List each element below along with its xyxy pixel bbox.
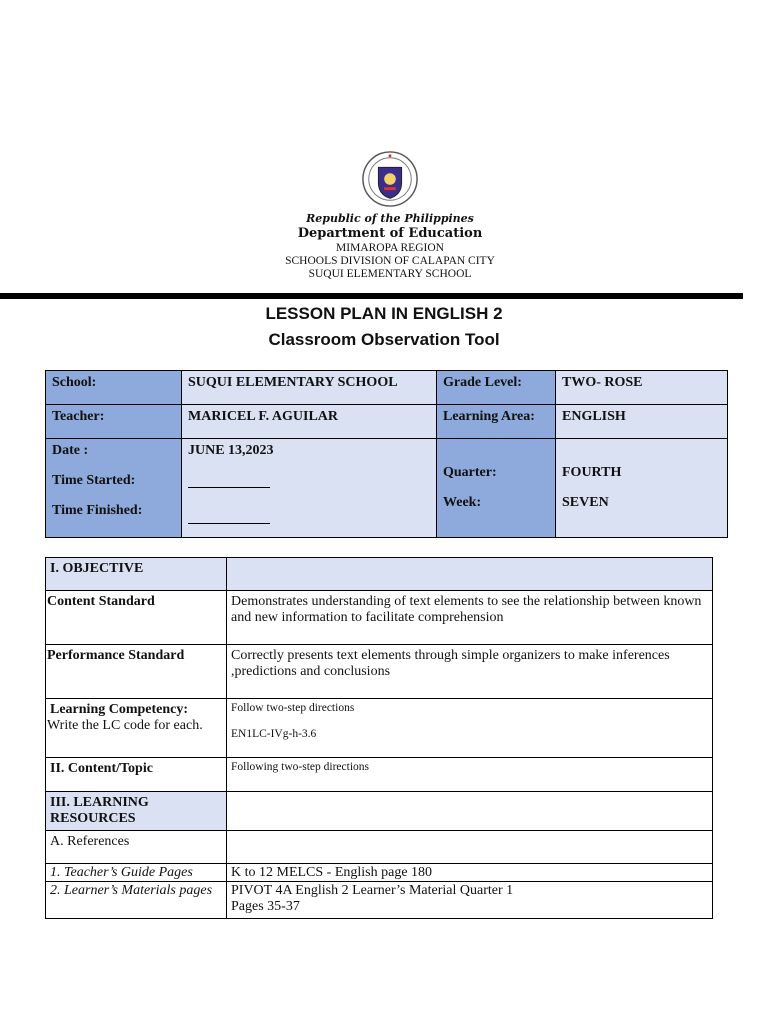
school-value: SUQUI ELEMENTARY SCHOOL	[182, 371, 437, 405]
teacher-label: Teacher:	[46, 405, 182, 439]
competency-code: EN1LC-IVg-h-3.6	[231, 728, 317, 740]
republic-text: Republic of the Philippines	[306, 212, 474, 225]
content-standard-value: Demonstrates understanding of text elements to see the relationship between known and new information to facilitate comprehension	[227, 591, 713, 645]
learners-materials-label: 2. Learner’s Materials pages	[46, 882, 227, 919]
document-title: LESSON PLAN IN ENGLISH 2	[265, 304, 503, 323]
learning-resources-label: III. LEARNING RESOURCES	[46, 792, 227, 831]
quarter-week-labels	[437, 439, 556, 538]
info-table	[45, 370, 728, 538]
date-time-labels	[46, 439, 182, 538]
teachers-guide-value: K to 12 MELCS - English page 180	[227, 864, 713, 882]
references-value	[227, 831, 713, 864]
teachers-guide-label: 1. Teacher’s Guide Pages	[46, 864, 227, 882]
objective-label: I. OBJECTIVE	[46, 558, 227, 591]
quarter-week-values	[556, 439, 728, 538]
competency-note: Write the LC code for each.	[47, 718, 203, 733]
header-divider	[0, 293, 743, 299]
competency-value-cell	[227, 699, 713, 758]
quarter-label: Quarter:	[443, 465, 497, 480]
time-started-label: Time Started:	[52, 473, 136, 488]
grade-label: Grade Level:	[437, 371, 556, 405]
grade-value: TWO- ROSE	[556, 371, 728, 405]
learners-materials-cell	[227, 882, 713, 919]
references-label: A. References	[46, 831, 227, 864]
content-topic-label: II. Content/Topic	[46, 758, 227, 792]
learning-resources-value	[227, 792, 713, 831]
document-subtitle: Classroom Observation Tool	[268, 330, 500, 349]
competency-cell	[46, 699, 227, 758]
performance-standard-label: Performance Standard	[46, 645, 227, 699]
objective-value	[227, 558, 713, 591]
content-standard-label: Content Standard	[46, 591, 227, 645]
week-value: SEVEN	[562, 495, 609, 510]
date-label: Date :	[52, 443, 89, 458]
area-label: Learning Area:	[437, 405, 556, 439]
department-text: Department of Education	[297, 226, 483, 241]
deped-header	[282, 150, 498, 281]
competency-label: Learning Competency:	[50, 702, 189, 717]
area-value: ENGLISH	[556, 405, 728, 439]
school-label: School:	[46, 371, 182, 405]
division-text: SCHOOLS DIVISION OF CALAPAN CITY	[285, 255, 495, 267]
performance-standard-value: Correctly presents text elements through simple organizers to make inferences ,predictions and conclusions	[227, 645, 713, 699]
competency-value: Follow two-step directions	[231, 702, 355, 714]
quarter-value: FOURTH	[562, 465, 622, 480]
week-label: Week:	[443, 495, 482, 510]
content-topic-value: Following two-step directions	[227, 758, 713, 792]
deped-seal-icon	[361, 150, 419, 208]
school-header-text: SUQUI ELEMENTARY SCHOOL	[308, 268, 472, 280]
time-finished-blank[interactable]	[188, 511, 430, 529]
lesson-plan-table	[45, 557, 713, 919]
learners-materials-pages: Pages 35-37	[231, 899, 300, 914]
teacher-value: MARICEL F. AGUILAR	[182, 405, 437, 439]
learners-materials-value: PIVOT 4A English 2 Learner’s Material Quarter 1	[231, 883, 514, 898]
date-value: JUNE 13,2023	[188, 443, 274, 458]
time-started-blank[interactable]	[188, 475, 430, 493]
region-text: MIMAROPA REGION	[336, 242, 444, 254]
date-time-values	[182, 439, 437, 538]
time-finished-label: Time Finished:	[52, 503, 143, 518]
